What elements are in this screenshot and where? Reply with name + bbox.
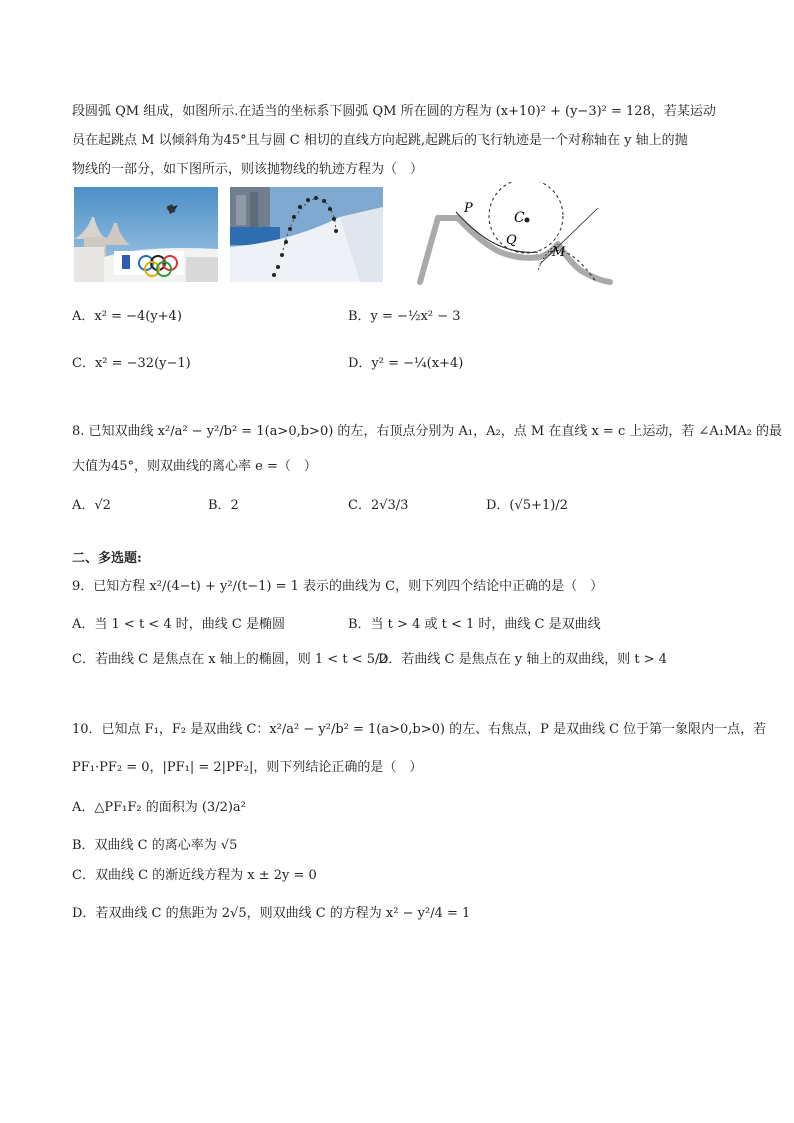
q7-line-1: 段圆弧 QM 组成，如图所示.在适当的坐标系下圆弧 QM 所在圆的方程为 (x+10)² + (y−3)² = 128，若某运动: [72, 104, 716, 119]
q10-option-d: D．若双曲线 C 的焦距为 2√5，则双曲线 C 的方程为 x² − y²/4 = 1: [72, 906, 471, 921]
q8-option-a: A．√2: [72, 498, 111, 513]
q8-option-b: B．2: [208, 498, 239, 513]
q9-option-c: C．若曲线 C 是焦点在 x 轴上的椭圆，则 1 < t < 5/2: [72, 652, 388, 667]
q7-option-b: B．y = −½x² − 3: [348, 309, 461, 324]
q8-option-d: D．(√5+1)/2: [486, 498, 568, 513]
q9-stem: 9．已知方程 x²/(4−t) + y²/(t−1) = 1 表示的曲线为 C，则下列四个结论中正确的是（ ）: [72, 579, 604, 594]
q8-line-1: 8. 已知双曲线 x²/a² − y²/b² = 1(a>0,b>0) 的左，右顶点分别为 A₁，A₂，点 M 在直线 x = c 上运动，若 ∠A₁MA₂ 的最: [72, 424, 783, 439]
q7-option-d: D．y² = −¼(x+4): [348, 356, 464, 371]
q7-option-c: C．x² = −32(y−1): [72, 356, 191, 371]
section-heading: 二、多选题:: [72, 551, 142, 566]
q8-option-c: C．2√3/3: [348, 498, 409, 513]
q10-option-b: B．双曲线 C 的离心率为 √5: [72, 838, 238, 853]
label-q: Q: [506, 233, 517, 248]
label-m: M: [552, 245, 566, 260]
q9-option-b: B．当 t > 4 或 t < 1 时，曲线 C 是双曲线: [348, 617, 601, 632]
q9-option-a: A．当 1 < t < 4 时，曲线 C 是椭圆: [72, 617, 285, 632]
q7-line-3: 物线的一部分，如下图所示，则该抛物线的轨迹方程为（ ）: [72, 162, 424, 177]
label-p: P: [464, 201, 473, 216]
q10-option-c: C．双曲线 C 的渐近线方程为 x ± 2y = 0: [72, 868, 317, 883]
ski-track-diagram: [400, 182, 620, 294]
q10-option-a: A．△PF₁F₂ 的面积为 (3/2)a²: [72, 800, 246, 815]
q9-option-d: D．若曲线 C 是焦点在 y 轴上的双曲线，则 t > 4: [378, 652, 668, 667]
label-c: C: [514, 210, 525, 226]
q7-option-a: A．x² = −4(y+4): [72, 309, 182, 324]
ski-jump-photo-1: [74, 187, 218, 282]
q10-line-1: 10．已知点 F₁，F₂ 是双曲线 C：x²/a² − y²/b² = 1(a>0,b>0) 的左、右焦点，P 是双曲线 C 位于第一象限内一点，若: [72, 722, 767, 737]
q8-line-2: 大值为45°，则双曲线的离心率 e =（ ）: [72, 459, 317, 474]
q7-line-2: 员在起跳点 M 以倾斜角为45°且与圆 C 相切的直线方向起跳,起跳后的飞行轨迹是一个对称轴在 y 轴上的抛: [72, 133, 688, 148]
ski-jump-photo-2: [230, 187, 383, 282]
q10-line-2: PF₁·PF₂ = 0，|PF₁| = 2|PF₂|，则下列结论正确的是（ ）: [72, 760, 423, 775]
